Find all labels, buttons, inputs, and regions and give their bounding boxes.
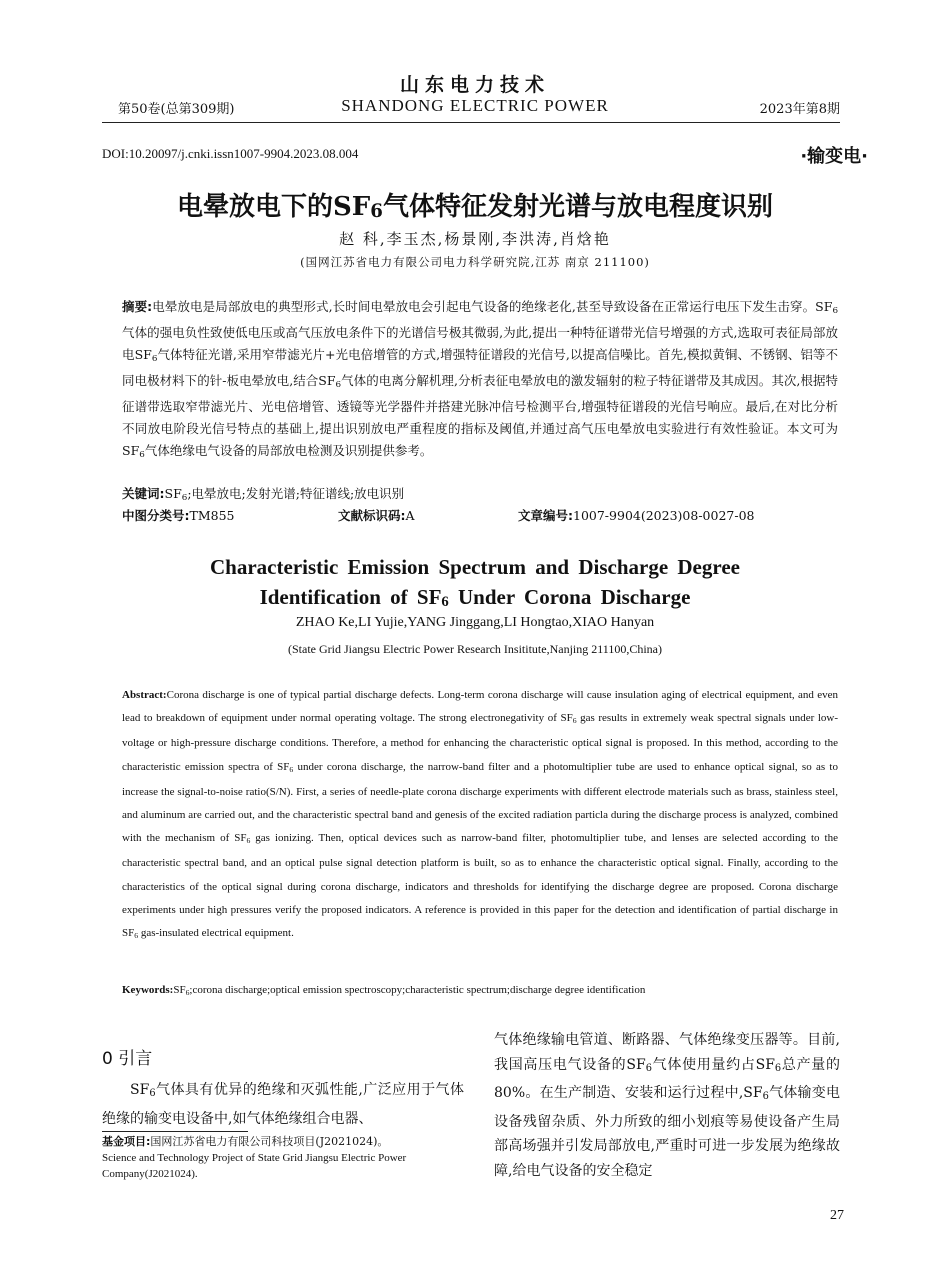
abstract-cn: 摘要:电晕放电是局部放电的典型形式,长时间电晕放电会引起电气设备的绝缘老化,甚至导致设备在正常运行电压下发生击穿。$SF_6$气体的强电负性致使低电压或高气压放电条件下的光谱信号极其微弱,为此,提出一种特征谱带光信号增强的方式,选取可表征局部放电$SF_6$气体特征光谱,采用窄带滤光片+光电倍增管的方式,增强特征谱段的光信号,以提高信噪比。首先,模拟黄铜、不锈钢、铝等不同电极材料下的针-板电晕放电,结合$SF_6$气体的电离分解机理,分析表征电晕放电的激发辐射的粒子特征谱带及其成因。其次,根据特征谱带选取窄带滤光片、光电倍增管、透镜等光学器件并搭建光脉冲信号检测平台,增强特征谱段的光信号响应。最后,在对比分析不同放电阶段光信号特点的基础上,提出识别放电严重程度的指标及阈值,并通过高气压电晕放电实验进行有效性验证。本文可为$SF_6$气体绝缘电气设备的局部放电检测及识别提供参考。 <box>122 299 839 460</box>
authors-cn: 赵 科,李玉杰,杨景刚,李洪涛,肖焓艳 <box>339 230 611 248</box>
doi: DOI:10.20097/j.cnki.issn1007-9904.2023.08.004 <box>102 146 359 161</box>
keywords-en: $Keywords:SF_6;corona$ discharge;optical emission spectroscopy;characteristic spectrum;discharge degree identification <box>122 984 646 997</box>
intro-left-paragraph: $SF_6$气体具有优异的绝缘和灭弧性能,广泛应用于气体绝缘的输变电设备中,如气体绝缘组合电器、 <box>102 1082 464 1127</box>
journal-name-cn: 山东电力技术 <box>399 74 550 96</box>
intro-right-paragraph: 气体绝缘输电管道、断路器、气体绝缘变压器等。目前,我国高压电气设备的$SF_6$气体使用量约占$SF_6$总产量的80%。在生产制造、安装和运行过程中$,SF_6$气体输变电设备残留杂质、外力所致的细小划痕等易使设备产生局部高场强并引发局部放电,严重时可进一步发展为绝缘故障,给电气设备的安全稳定 <box>494 1032 841 1179</box>
footnote-rule <box>102 1131 248 1132</box>
section-tag: ·输变电· <box>800 146 868 167</box>
title-cn: 电晕放电下的$SF_6$气体特征发射光谱与放电程度识别 <box>177 192 773 222</box>
abstract-en: Abstract:Corona discharge is one of typical partial discharge defects. Long-term corona discharge will cause insulation aging of electrical equipment, and even lead to breakdown of equipment under normal operating voltage. The strong electronegativity of $SF_6$ gas results in extremely weak spectral signals under low-voltage or high-pressure discharge conditions. Therefore, a method for enhancing the characteristic optical signal is proposed. In this method, according to the characteristic emission spectra of $SF_6$ under corona discharge, the narrow-band filter and a photomultiplier tube are used to enhance optical signal, so as to increase the signal-to-noise ratio(S/N). First, a series of needle-plate corona discharge experiments with different electrode materials such as brass, stainless steel, and aluminum are carried out, and the characteristic spectral band and genesis of the excited radiation particla during the discharge process is analyzed, combined with the mechanism of $SF_6$ gas ionizing. Then, optical devices such as narrow-band filter, photomultiplier tube, and lenses are selected according to the characteristic spectral band, and an optical pulse signal detection platform is built, so as to enhance the characteristic optical signal. Finally, according to the characteristics of the optical signal during corona discharge, indicators and thresholds for identifying the discharge degree are proposed. Corona discharge experiments under high pressures verify the proposed indicators. A reference is provided in this paper for the detection and identification of partial discharge in $SF_6$ gas-insulated electrical equipment. <box>122 689 838 941</box>
title-en: Characteristic Emission Spectrum and Discharge Degree Identification of $SF_6$ Under Corona Discharge <box>210 555 740 610</box>
affiliation-cn: (国网江苏省电力有限公司电力科学研究院,江苏 南京 211100) <box>300 255 650 269</box>
affiliation-en: (State Grid Jiangsu Electric Power Research Insititute,Nanjing 211100,China) <box>287 642 663 656</box>
classification: 中图分类号:TM855 <box>122 508 235 523</box>
issue-date: 2023年第8期 <box>759 102 840 117</box>
authors-en: ZHAO Ke,LI Yujie,YANG Jinggang,LI Hongtao,XIAO Hanyan <box>295 615 655 630</box>
volume-issue: 第50卷(总第309期) <box>118 102 235 117</box>
keywords-cn: 关键词$:SF_6$;电晕放电;发射光谱;特征谱线;放电识别 <box>122 486 405 503</box>
journal-name-en: SHANDONG ELECTRIC POWER <box>341 96 609 115</box>
header-rule <box>102 122 840 123</box>
intro-heading: 0 引言 <box>102 1049 153 1069</box>
funding-note: 基金项目:国网江苏省电力有限公司科技项目(J2021024)。 Science and Technology Project of State Grid Jiangsu Electric Power Company(J2021024). <box>102 1135 407 1180</box>
doc-code: 文献标识码:A <box>338 508 415 523</box>
page-number: 27 <box>830 1208 844 1223</box>
article-number: 文章编号:1007-9904(2023)08-0027-08 <box>518 508 755 523</box>
